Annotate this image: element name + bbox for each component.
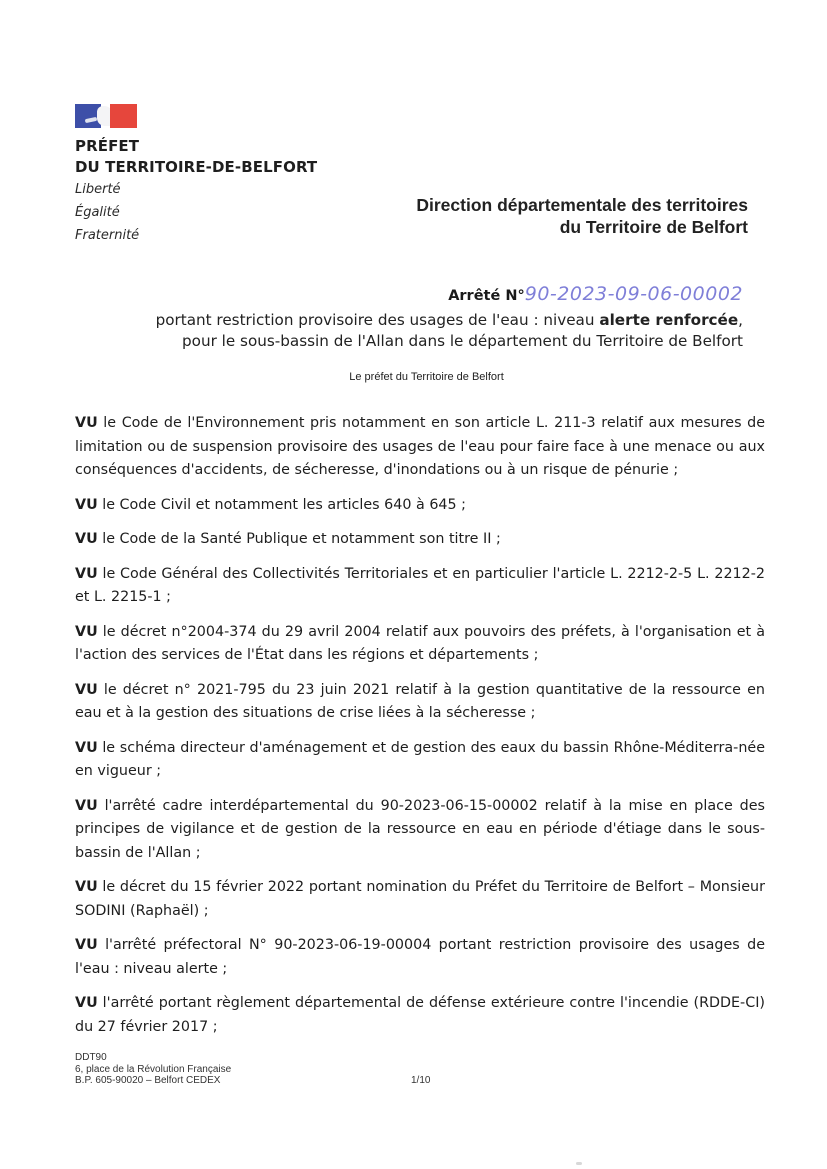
arrete-label: Arrêté N° xyxy=(448,288,525,304)
arrete-handwritten-number: 90-2023-09-06-00002 xyxy=(524,283,743,305)
visa-item xyxy=(75,563,765,610)
subtitle-text: portant restriction provisoire des usages de l'eau : niveau xyxy=(155,311,600,329)
visa-keyword: VU xyxy=(75,681,98,698)
visa-text: l'arrêté portant règlement départemental de défense extérieure contre l'incendie (RDDE-CI) du 27 février 2017 ; xyxy=(75,995,765,1035)
visa-item xyxy=(75,528,765,552)
visa-keyword: VU xyxy=(75,565,98,582)
visa-keyword: VU xyxy=(75,531,98,547)
marianne-logo-icon xyxy=(75,104,137,128)
direction-line-1: Direction départementale des territoires xyxy=(416,195,748,215)
footer-org: DDT90 xyxy=(75,1052,107,1063)
visa-item xyxy=(75,621,765,668)
visa-text: le décret n° 2021-795 du 23 juin 2021 relatif à la gestion quantitative de la ressource en eau et à la gestion des situations de crise liées à la sécheresse ; xyxy=(75,681,765,721)
footer-postal: B.P. 605-90020 – Belfort CEDEX xyxy=(75,1075,221,1086)
footer-address xyxy=(75,1052,231,1087)
subtitle-punct: , xyxy=(738,311,743,329)
visa-keyword: VU xyxy=(75,995,98,1011)
visa-item xyxy=(75,412,765,483)
alert-level: alerte renforcée xyxy=(599,311,739,329)
arrete-number xyxy=(100,284,743,306)
motto-liberte: Liberté xyxy=(75,182,121,197)
visa-keyword: VU xyxy=(75,879,98,895)
visa-item xyxy=(75,737,765,784)
visa-item xyxy=(75,934,765,981)
republic-motto xyxy=(75,178,139,247)
visa-text: le décret du 15 février 2022 portant nomination du Préfet du Territoire de Belfort – Monsieur SODINI (Raphaël) ; xyxy=(75,879,765,919)
visa-item xyxy=(75,992,765,1039)
visa-item xyxy=(75,494,765,518)
visa-keyword: VU xyxy=(75,739,98,756)
subtitle-line-1 xyxy=(100,310,743,331)
direction-heading xyxy=(416,194,748,238)
arrete-subtitle xyxy=(100,310,743,352)
prefet-territory: DU TERRITOIRE-DE-BELFORT xyxy=(75,158,318,176)
visa-text: l'arrêté préfectoral N° 90-2023-06-19-00004 portant restriction provisoire des usages de l'eau : niveau alerte ; xyxy=(75,937,765,977)
visa-item xyxy=(75,795,765,866)
visa-text: le schéma directeur d'aménagement et de gestion des eaux du bassin Rhône-Méditerra-née en vigueur ; xyxy=(75,739,765,779)
prefet-block xyxy=(75,136,317,178)
visa-item xyxy=(75,679,765,726)
motto-egalite: Égalité xyxy=(75,205,120,220)
direction-line-2: du Territoire de Belfort xyxy=(559,217,748,237)
visa-text: l'arrêté cadre interdépartemental du 90-2023-06-15-00002 relatif à la mise en place des principes de vigilance et de gestion de la ressource en eau en période d'étiage dans le sous-bassin de l'Allan ; xyxy=(75,797,765,861)
visas-list xyxy=(75,412,765,1050)
visa-text: le décret n°2004-374 du 29 avril 2004 relatif aux pouvoirs des préfets, à l'organisation et à l'action des services de l'État dans les régions et départements ; xyxy=(75,623,765,663)
scan-artifact xyxy=(576,1162,582,1165)
flag-red-band xyxy=(110,104,137,128)
visa-text: le Code de l'Environnement pris notamment en son article L. 211-3 relatif aux mesures de limitation ou de suspension provisoire des usages de l'eau pour faire face à une menace ou aux conséquences d'accidents, de sécheresse, d'inondations ou à un risque de pénurie ; xyxy=(75,415,765,478)
visa-text: le Code de la Santé Publique et notamment son titre II ; xyxy=(97,531,501,547)
visa-keyword: VU xyxy=(75,623,98,640)
visa-keyword: VU xyxy=(75,797,98,814)
subtitle-line-2: pour le sous-bassin de l'Allan dans le département du Territoire de Belfort xyxy=(182,332,743,350)
visa-item xyxy=(75,876,765,923)
visa-keyword: VU xyxy=(75,496,98,513)
prefet-title: PRÉFET xyxy=(75,137,140,155)
visa-text: le Code Civil et notamment les articles 640 à 645 ; xyxy=(97,496,466,513)
issuer-line: Le préfet du Territoire de Belfort xyxy=(349,371,504,383)
visa-keyword: VU xyxy=(75,415,98,431)
page-number: 1/10 xyxy=(411,1075,431,1086)
visa-text: le Code Général des Collectivités Territoriales et en particulier l'article L. 2212-2-5 L. 2212-2 et L. 2215-1 ; xyxy=(75,565,765,605)
motto-fraternite: Fraternité xyxy=(75,228,140,243)
footer-street: 6, place de la Révolution Française xyxy=(75,1063,232,1075)
visa-keyword: VU xyxy=(75,937,98,953)
